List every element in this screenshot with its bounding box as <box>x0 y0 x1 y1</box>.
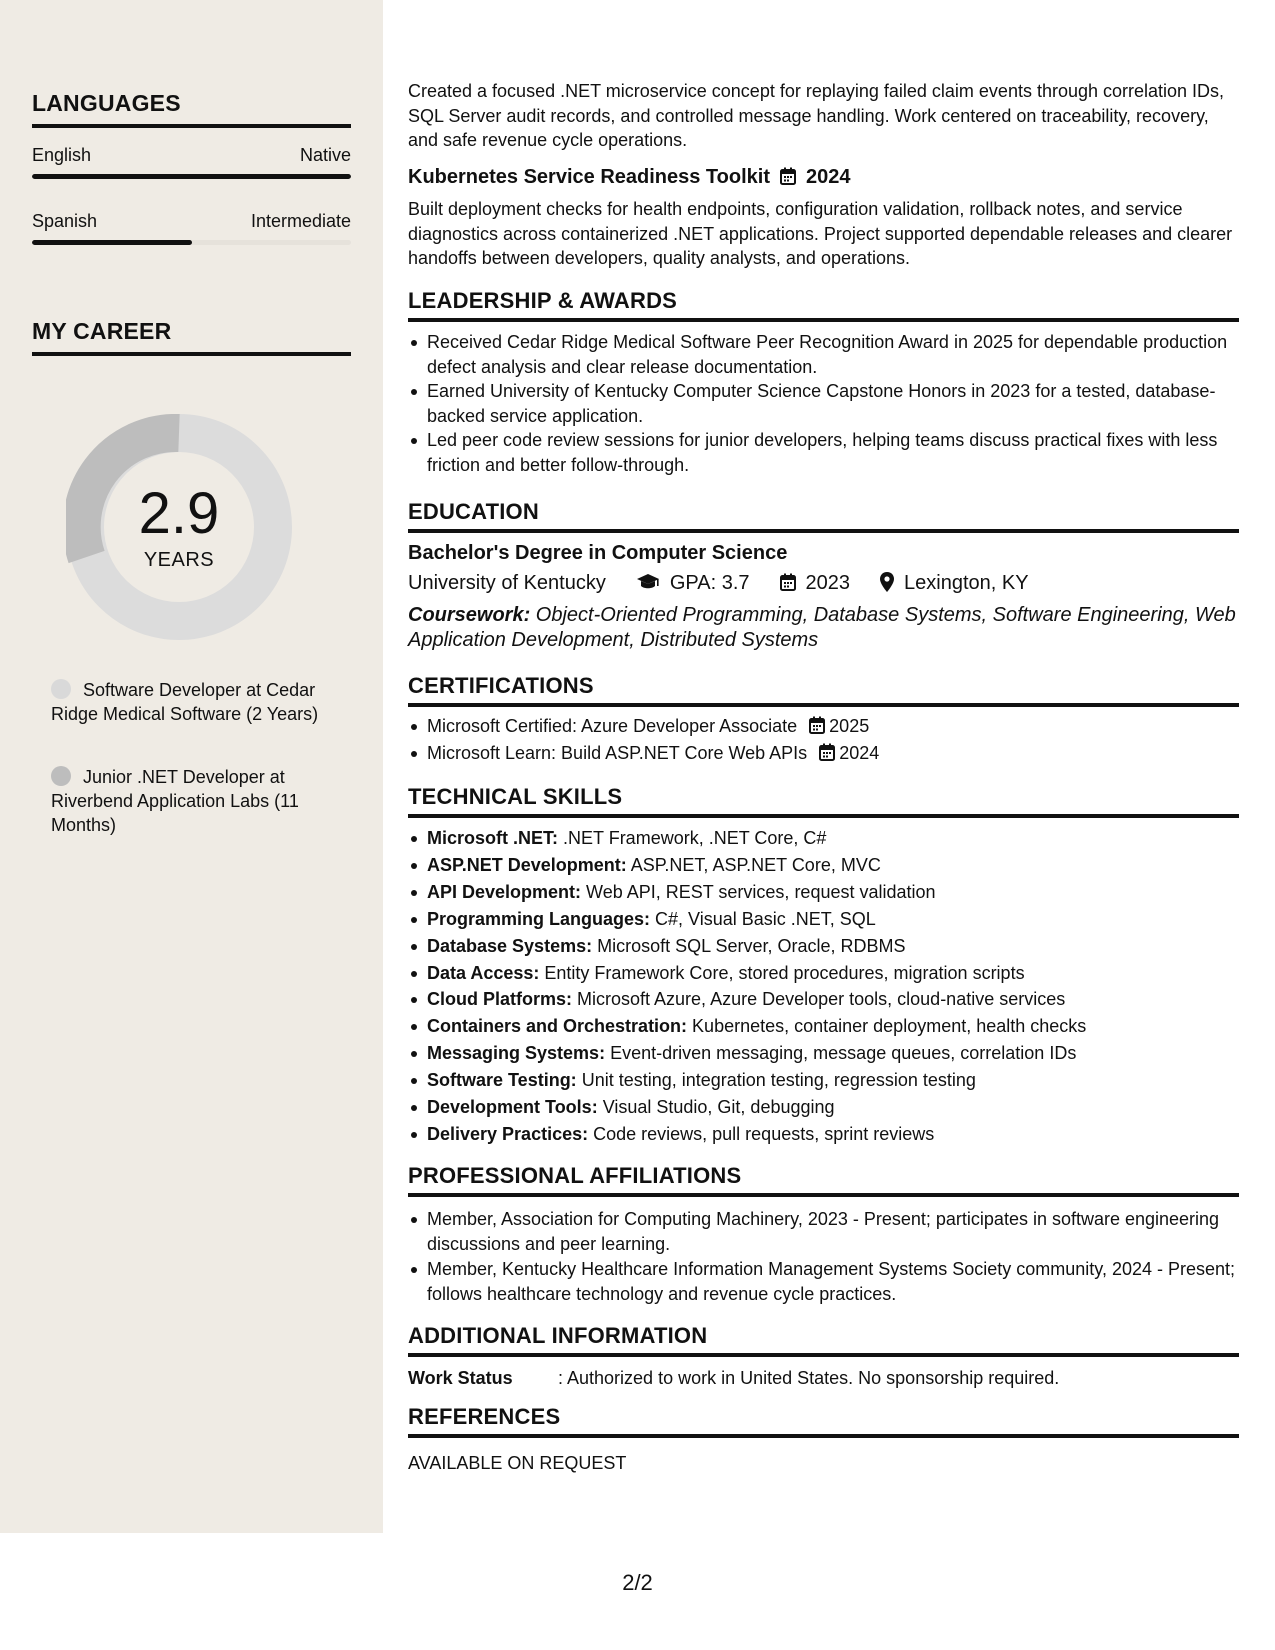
certification-name: Microsoft Learn: Build ASP.NET Core Web APIs <box>427 742 808 763</box>
graduation-year: 2023 <box>805 572 851 594</box>
graduation-cap-icon <box>636 572 660 595</box>
career-item-label: Software Developer at Cedar Ridge Medical Software (2 Years) <box>51 680 319 724</box>
skill-values: Visual Studio, Git, debugging <box>597 1097 835 1118</box>
page-number: 2/2 <box>622 1570 653 1595</box>
list-item: Earned University of Kentucky Computer Science Capstone Honors in 2023 for a tested, database-backed service application. <box>408 379 1239 428</box>
skill-category: Programming Languages: <box>427 908 651 929</box>
coursework <box>408 603 1239 652</box>
languages-heading: LANGUAGES <box>32 90 351 128</box>
certification-year: 2024 <box>839 742 880 763</box>
skill-values: Microsoft Azure, Azure Developer tools, cloud-native services <box>572 989 1066 1010</box>
skill-category: Delivery Practices: <box>427 1123 589 1144</box>
skills-heading: TECHNICAL SKILLS <box>408 784 1239 818</box>
language-level: Intermediate <box>250 211 351 231</box>
skill-category: Cloud Platforms: <box>427 989 573 1010</box>
coursework-label: Coursework: <box>408 604 531 626</box>
language-bar-spanish <box>32 240 351 245</box>
references-heading: REFERENCES <box>408 1404 1239 1438</box>
leadership-list <box>408 330 1239 477</box>
references-text: AVAILABLE ON REQUEST <box>408 1453 627 1473</box>
project-description: Built deployment checks for health endpoints, configuration validation, rollback notes, and service diagnostics across containerized .NET applications. Project supported dependable releases and clearer handoffs between developers, quality analysts, and operations. <box>408 199 1233 268</box>
project-title: Kubernetes Service Readiness Toolkit <box>408 166 770 188</box>
skill-values: Entity Framework Core, stored procedures, migration scripts <box>539 962 1025 983</box>
skill-item <box>408 825 1239 852</box>
project-title-row <box>408 166 850 189</box>
career-years-value: 2.9 <box>138 481 220 546</box>
skill-values: Microsoft SQL Server, Oracle, RDBMS <box>592 935 906 956</box>
skill-item <box>408 1067 1239 1094</box>
career-item <box>51 765 331 837</box>
skill-values: .NET Framework, .NET Core, C# <box>558 828 827 848</box>
list-item: Member, Kentucky Healthcare Information Management Systems Society community, 2024 - Present; follows healthcare technology and revenue cycle practices. <box>408 1257 1239 1306</box>
map-pin-icon <box>880 572 894 595</box>
calendar-icon <box>819 740 835 767</box>
career-item <box>51 678 331 726</box>
affiliations-list <box>408 1207 1239 1306</box>
skill-values: C#, Visual Basic .NET, SQL <box>650 908 876 929</box>
skill-item <box>408 960 1239 987</box>
language-bar-fill <box>32 174 351 179</box>
calendar-icon <box>780 572 796 595</box>
education-heading: EDUCATION <box>408 499 1239 533</box>
career-heading: MY CAREER <box>32 318 351 356</box>
coursework-list: Object-Oriented Programming, Database Systems, Software Engineering, Web Application Development, Distributed Systems <box>408 604 1236 651</box>
affiliations-heading: PROFESSIONAL AFFILIATIONS <box>408 1163 1239 1197</box>
calendar-icon <box>809 713 825 740</box>
work-status-value: : Authorized to work in United States. No sponsorship required. <box>558 1368 1060 1388</box>
work-status-row <box>408 1368 1059 1389</box>
additional-info-heading: ADDITIONAL INFORMATION <box>408 1323 1239 1357</box>
skills-list <box>408 825 1239 1148</box>
certification-item <box>408 713 1239 740</box>
language-bar-fill <box>32 240 192 245</box>
skill-item <box>408 1040 1239 1067</box>
skill-item <box>408 1121 1239 1148</box>
skill-values: Web API, REST services, request validation <box>581 881 936 902</box>
certifications-heading: CERTIFICATIONS <box>408 673 1239 707</box>
language-name: Spanish <box>32 211 98 231</box>
language-row-spanish <box>32 211 351 232</box>
skill-values: ASP.NET, ASP.NET Core, MVC <box>626 854 881 875</box>
degree-title: Bachelor's Degree in Computer Science <box>408 542 788 564</box>
legend-dot <box>51 766 71 786</box>
skill-item <box>408 986 1239 1013</box>
language-bar-english <box>32 174 351 179</box>
certification-name: Microsoft Certified: Azure Developer Associate <box>427 716 798 736</box>
skill-category: Messaging Systems: <box>427 1043 606 1064</box>
career-years-unit: YEARS <box>143 549 215 571</box>
certification-year: 2025 <box>829 716 870 736</box>
list-item: Led peer code review sessions for junior developers, helping teams discuss practical fixes with less friction and better follow-through. <box>408 428 1239 477</box>
certification-item <box>408 740 1239 767</box>
skill-category: Database Systems: <box>427 935 593 956</box>
list-item: Received Cedar Ridge Medical Software Peer Recognition Award in 2025 for dependable production defect analysis and clear release documentation. <box>408 330 1239 379</box>
work-status-label: Work Status <box>408 1368 513 1388</box>
skill-item <box>408 1094 1239 1121</box>
gpa: GPA: 3.7 <box>669 572 750 594</box>
legend-dot <box>51 679 71 699</box>
calendar-icon <box>780 166 796 189</box>
school-name: University of Kentucky <box>408 572 606 594</box>
sidebar <box>0 0 383 1533</box>
project-year: 2024 <box>805 166 851 188</box>
skill-category: Containers and Orchestration: <box>427 1016 688 1037</box>
skill-category: Software Testing: <box>427 1070 577 1091</box>
skill-values: Kubernetes, container deployment, health checks <box>687 1016 1087 1037</box>
skill-category: Data Access: <box>427 962 540 983</box>
skill-item <box>408 852 1239 879</box>
language-name: English <box>32 145 92 165</box>
skill-item <box>408 906 1239 933</box>
skill-category: API Development: <box>427 881 582 902</box>
certifications-list <box>408 713 1239 767</box>
language-row-english <box>32 145 351 166</box>
career-item-label: Junior .NET Developer at Riverbend Application Labs (11 Months) <box>51 767 299 835</box>
skill-category: Development Tools: <box>427 1097 598 1118</box>
list-item: Member, Association for Computing Machinery, 2023 - Present; participates in software engineering discussions and peer learning. <box>408 1207 1239 1256</box>
skill-values: Event-driven messaging, message queues, correlation IDs <box>605 1043 1077 1064</box>
skill-item <box>408 879 1239 906</box>
education-details <box>408 572 1029 595</box>
skill-category: ASP.NET Development: <box>427 854 627 875</box>
skill-values: Unit testing, integration testing, regression testing <box>576 1070 976 1091</box>
language-level: Native <box>299 145 351 165</box>
school-location: Lexington, KY <box>904 572 1029 594</box>
skill-values: Code reviews, pull requests, sprint reviews <box>588 1123 935 1144</box>
skill-item <box>408 933 1239 960</box>
skill-item <box>408 1013 1239 1040</box>
leadership-heading: LEADERSHIP & AWARDS <box>408 288 1239 322</box>
project-description: Created a focused .NET microservice concept for replaying failed claim events through correlation IDs, SQL Server audit records, and controlled message handling. Work centered on traceability, recovery, and safe revenue cycle operations. <box>408 81 1225 150</box>
skill-category: Microsoft .NET: <box>427 828 559 848</box>
